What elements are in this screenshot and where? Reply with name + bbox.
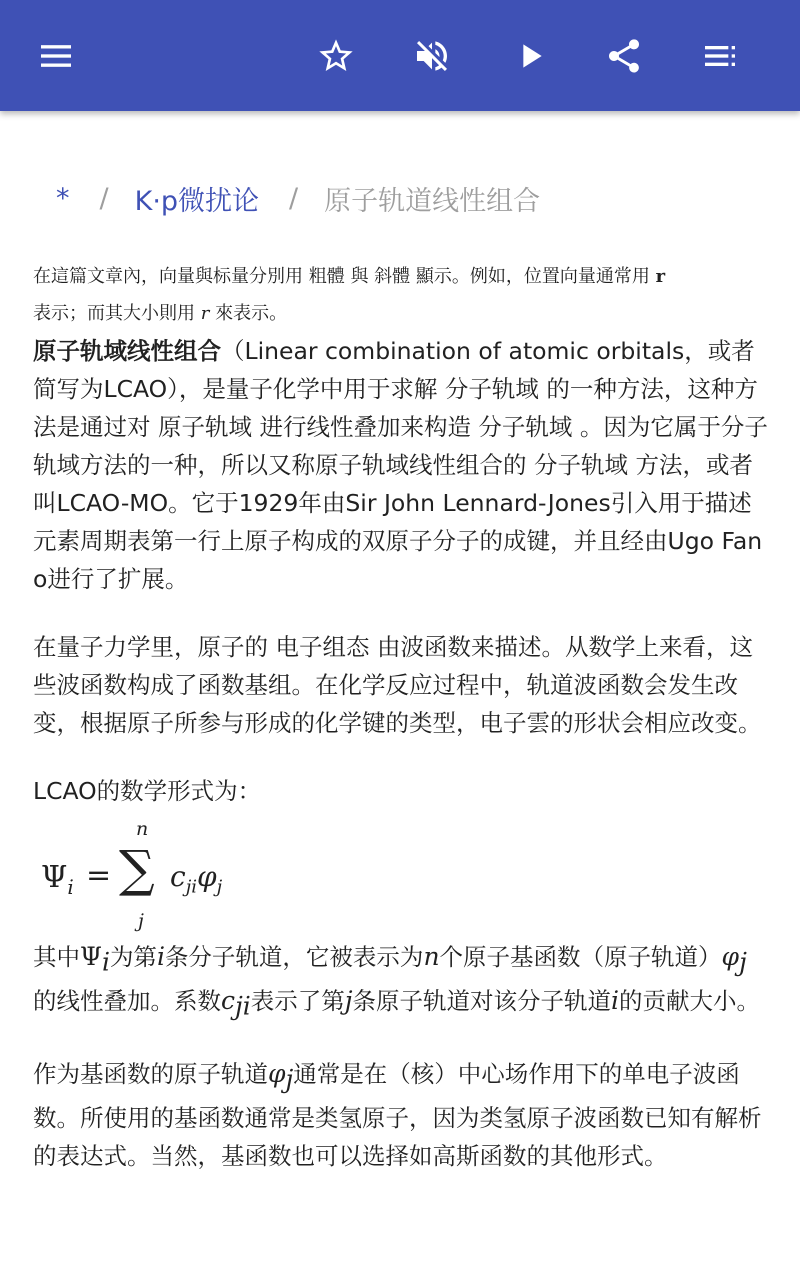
intro-paragraph: 原子轨域线性组合（Linear combination of atomic orbitals，或者简写为LCAO），是量子化学中用于求解 分子轨域 的一种方法，这种方法是通过对 原子轨域 进行线性叠加来构造 分子轨域 。因为它属于分子轨域方法的一种，所以又称原子轨域线性组合的 分子轨域 方法，或者叫LCAO-MO。它于1929年由Sir John Lennard-Jones引入用于描述元素周期表第一行上原子构成的双原子分子的成键，并且经由Ugo Fano进行了扩展。 bbox=[33, 337, 768, 593]
star-outline-icon bbox=[316, 36, 356, 76]
breadcrumb-parent-link[interactable]: K·p微扰论 bbox=[134, 185, 260, 217]
paragraph: LCAO的数学形式为： bbox=[33, 777, 262, 805]
paragraph: 在量子力学里，原子的 电子组态 由波函数来描述。从数学上来看，这些波函数构成了函数基组。在化学反应过程中，轨道波函数会发生改变，根据原子所参与形成的化学键的类型，电子雲的形状会相应改变。 bbox=[33, 633, 762, 737]
paragraph: 作为基函数的原子轨道$\varphi_j$通常是在（核）中心场作用下的单电子波函数。所使用的基函数通常是类氢原子，因为类氢原子波函数已知有解析的表达式。当然，基函数也可以选择如高斯函数的其他形式。 bbox=[33, 1059, 762, 1171]
breadcrumb bbox=[56, 176, 540, 220]
vector-symbol: r bbox=[655, 266, 666, 287]
app-bar bbox=[0, 0, 800, 111]
breadcrumb-root-link[interactable]: * bbox=[56, 182, 70, 214]
breadcrumb-separator: / bbox=[289, 182, 299, 214]
share-icon bbox=[604, 36, 644, 76]
favorite-button[interactable] bbox=[308, 28, 364, 84]
volume-off-icon bbox=[412, 36, 452, 76]
play-icon bbox=[510, 36, 550, 76]
article-content bbox=[33, 258, 768, 1175]
play-button[interactable] bbox=[502, 28, 558, 84]
article-title: 原子轨域线性组合 bbox=[33, 337, 221, 365]
contents-button[interactable] bbox=[692, 28, 748, 84]
playlist-icon bbox=[700, 36, 740, 76]
paragraph: 其中$\Psi_i$为第i条分子轨道，它被表示为n个原子基函数（原子轨道）$\varphi_j$的线性叠加。系数$c_{ji}$表示了第j条原子轨道对该分子轨道i的贡献大小。 bbox=[33, 942, 761, 1021]
menu-icon bbox=[36, 36, 76, 76]
menu-button[interactable] bbox=[28, 28, 84, 84]
lcao-formula: $\Psi_i$ = n ∑ j $c_{ji}\varphi_j$ bbox=[41, 818, 223, 932]
mute-button[interactable] bbox=[404, 28, 460, 84]
scalar-symbol: r bbox=[200, 303, 210, 324]
breadcrumb-current: 原子轨道线性组合 bbox=[324, 185, 541, 217]
notation-note: 在這篇文章內，向量與标量分別用 粗體 與 斜體 顯示。例如，位置向量通常用 r 表示；而其大小則用 r 來表示。 bbox=[33, 266, 666, 324]
share-button[interactable] bbox=[596, 28, 652, 84]
breadcrumb-separator: / bbox=[99, 182, 109, 214]
